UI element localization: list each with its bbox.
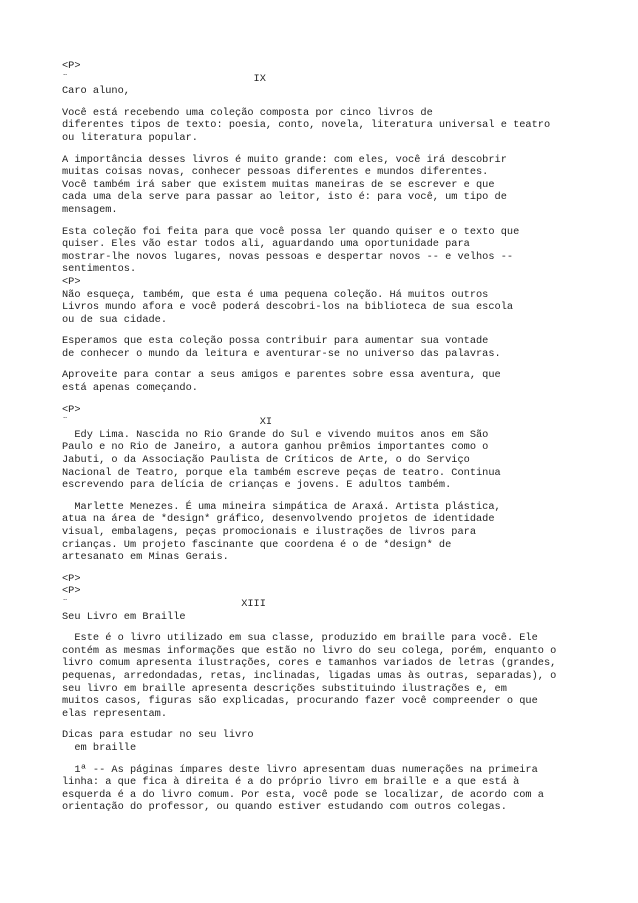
text-line: ou literatura popular.: [62, 131, 198, 144]
blank-line: [62, 217, 632, 226]
text-line: elas representam.: [62, 707, 168, 720]
text-line: Nacional de Teatro, porque ela também escreve peças de teatro. Continua: [62, 466, 501, 479]
document-page: [62, 60, 632, 814]
blank-line: [62, 755, 632, 764]
text-line: <P>: [62, 60, 81, 72]
blank-line: [62, 360, 632, 369]
text-line: <P>: [62, 572, 81, 585]
text-line: muitos casos, figuras são explicadas, procurando fazer você compreender o que: [62, 695, 538, 708]
text-line: ¨ XI: [62, 416, 273, 429]
blank-line: [62, 564, 632, 573]
text-line: Esta coleção foi feita para que você possa ler quando quiser e o texto que: [62, 225, 520, 238]
text-line: ¨ IX: [62, 72, 266, 85]
text-line: de conhecer o mundo da leitura e aventurar-se no universo das palavras.: [62, 347, 501, 360]
text-line: orientação do professor, ou quando estiver estudando com outros colegas.: [62, 801, 507, 814]
text-line: em braille: [62, 741, 137, 754]
blank-line: [62, 98, 632, 107]
text-line: cada uma dela serve para passar ao leitor, isto é: para você, um tipo de: [62, 191, 507, 204]
text-line: mostrar-lhe novos lugares, novas pessoas e despertar novos -- e velhos --: [62, 250, 514, 263]
text-line: Esperamos que esta coleção possa contribuir para aumentar sua vontade: [62, 335, 489, 348]
blank-line: [62, 492, 632, 501]
text-line: contém as mesmas informações que estão no livro do seu colega, porém, enquanto o: [62, 644, 557, 657]
text-line: artesanato em Minas Gerais.: [62, 551, 229, 564]
text-line: Caro aluno,: [62, 85, 130, 98]
text-line: <P>: [62, 275, 81, 288]
text-line: Seu Livro em Braille: [62, 610, 186, 623]
text-line: <P>: [62, 585, 81, 598]
text-line: crianças. Um projeto fascinante que coordena é o de *design* de: [62, 538, 452, 551]
text-line: diferentes tipos de texto: poesia, conto, novela, literatura universal e teatro: [62, 119, 551, 132]
text-line: está apenas começando.: [62, 382, 198, 395]
text-line: visual, embalagens, peças promocionais e ilustrações de livros para: [62, 526, 477, 538]
text-line: atua na área de *design* gráfico, desenvolvendo projetos de identidade: [62, 513, 495, 526]
text-line: Livros mundo afora e você poderá descobri-los na biblioteca de sua escola: [62, 301, 514, 314]
text-line: Não esqueça, também, que esta é uma pequena coleção. Há muitos outros: [62, 288, 489, 301]
text-line: livro comum apresenta ilustrações, cores e tamanhos variados de letras (grandes,: [62, 657, 557, 670]
text-line: Este é o livro utilizado em sua classe, produzido em braille para você. Ele: [62, 632, 538, 645]
blank-line: [62, 145, 632, 154]
text-line: Você está recebendo uma coleção composta por cinco livros de: [62, 106, 433, 119]
text-line: seu livro em braille apresenta descrições substituindo ilustrações e, em: [62, 682, 507, 695]
text-line: esquerda é a do livro comum. Por esta, você pode se localizar, de acordo com a: [62, 788, 544, 801]
text-line: Você também irá saber que existem muitas maneiras de se escrever e que: [62, 178, 495, 191]
text-line: A importância desses livros é muito grande: com eles, você irá descobrir: [62, 153, 507, 166]
text-line: ou de sua cidade.: [62, 313, 168, 326]
text-line: escrevendo para delícia de crianças e jovens. E adultos também.: [62, 479, 452, 492]
blank-line: [62, 326, 632, 335]
text-line: Marlette Menezes. É uma mineira simpática de Araxá. Artista plástica,: [62, 500, 501, 513]
text-line: sentimentos.: [62, 263, 137, 276]
text-line: linha: a que fica à direita é a do próprio livro em braille e a que está à: [62, 776, 520, 789]
text-line: muitas coisas novas, conhecer pessoas diferentes e mundos diferentes.: [62, 166, 489, 179]
text-line: Paulo e no Rio de Janeiro, a autora ganhou prêmios importantes como o: [62, 441, 489, 454]
text-line: Jabuti, o da Associação Paulista de Críticos de Arte, o do Serviço: [62, 454, 470, 467]
text-line: Aproveite para contar a seus amigos e parentes sobre essa aventura, que: [62, 369, 501, 382]
text-line: pequenas, arredondadas, retas, inclinadas, ligadas umas às outras, separadas), o: [62, 669, 557, 682]
text-line: mensagem.: [62, 203, 118, 216]
text-line: Edy Lima. Nascida no Rio Grande do Sul e vivendo muitos anos em São: [62, 428, 489, 441]
blank-line: [62, 720, 632, 729]
blank-line: [62, 623, 632, 632]
text-line: 1ª -- As páginas ímpares deste livro apresentam duas numerações na primeira: [62, 763, 538, 776]
text-line: ¨ XIII: [62, 597, 266, 610]
text-line: quiser. Eles vão estar todos ali, aguardando uma oportunidade para: [62, 238, 470, 251]
text-line: Dicas para estudar no seu livro: [62, 729, 254, 742]
blank-line: [62, 395, 632, 404]
text-line: <P>: [62, 403, 81, 416]
